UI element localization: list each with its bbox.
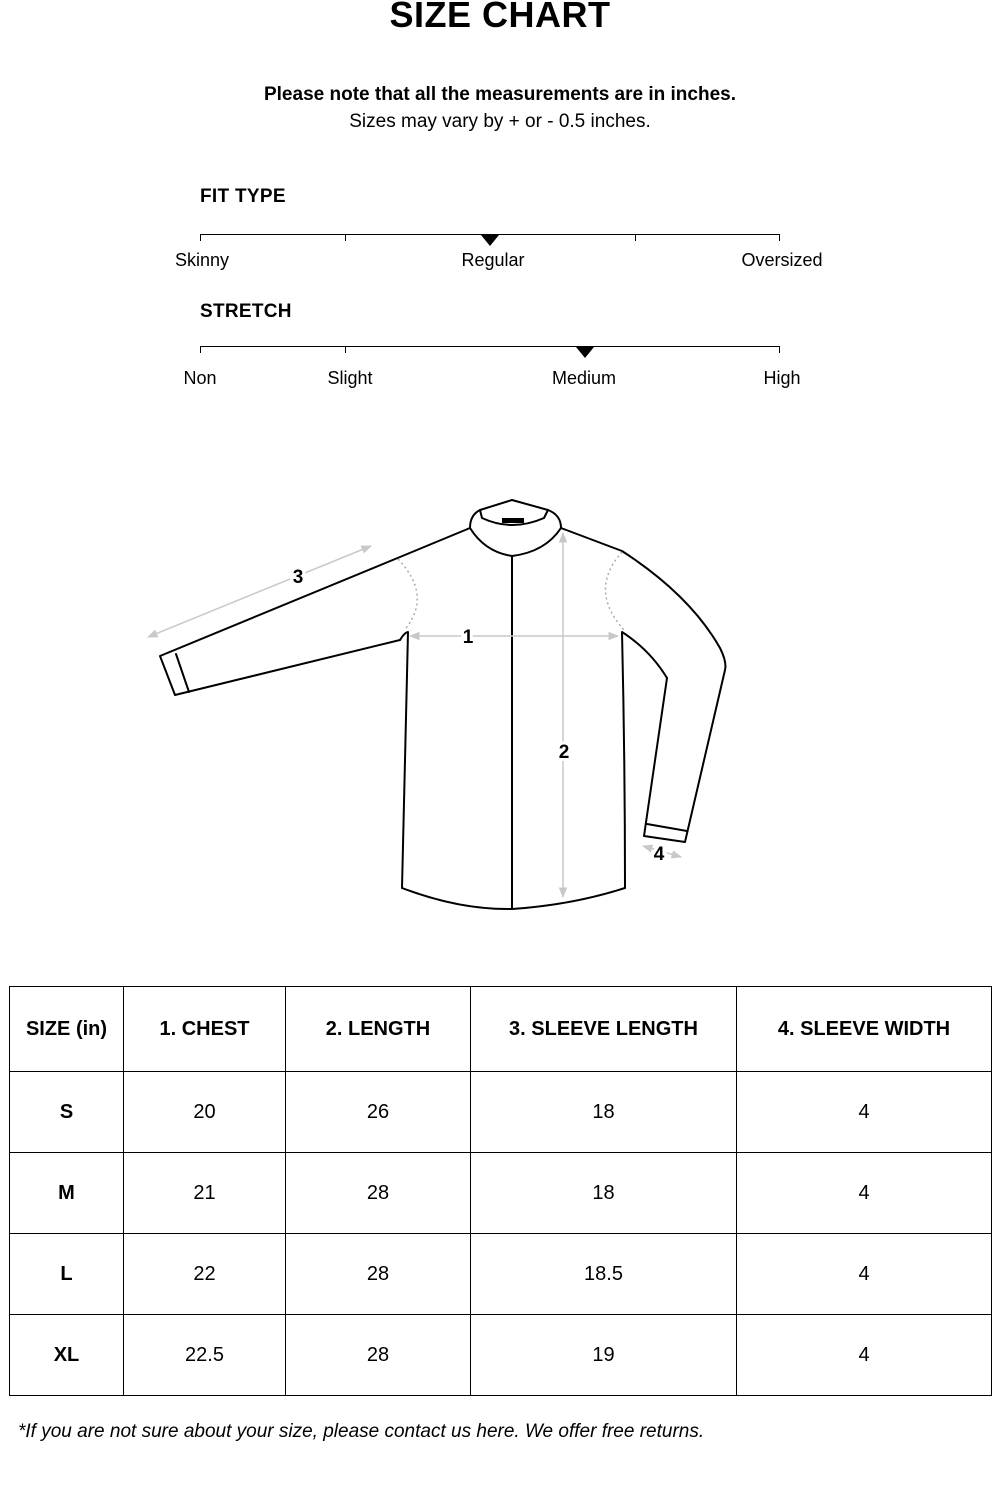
header-length: 2. LENGTH [286,987,471,1072]
fit-type-tick [779,234,780,241]
header-sleeve-length: 3. SLEEVE LENGTH [471,987,737,1072]
fit-type-tick [345,234,346,241]
sleeve-length-cell: 19 [471,1315,737,1396]
body-left-side [400,632,408,888]
stretch-tick [200,346,201,353]
length-cell: 28 [286,1153,471,1234]
stretch-label-non: Non [183,368,217,388]
sleeve-length-cell: 18 [471,1072,737,1153]
table-row [10,1315,992,1396]
table-row [10,1234,992,1315]
left-armhole-curve [398,559,417,628]
stretch-label-high: High [763,368,801,388]
page-title: SIZE CHART [389,0,611,35]
shirt-measurement-diagram [0,440,1000,930]
table-header-row [10,987,992,1072]
header-size: SIZE (in) [10,987,124,1072]
stretch-marker [576,347,594,358]
stretch-label-medium: Medium [551,368,617,388]
body-hem [402,888,625,909]
header-sleeve-width: 4. SLEEVE WIDTH [737,987,992,1072]
sleeve-width-cell: 4 [737,1153,992,1234]
fit-type-label-regular: Regular [461,250,525,270]
collar-outline [470,500,561,556]
variance-note: Sizes may vary by + or - 0.5 inches. [349,111,651,132]
size-cell: S [10,1072,124,1153]
size-table [9,986,992,1396]
left-sleeve-outline [160,528,470,695]
size-cell: M [10,1153,124,1234]
sleeve-length-arrow [148,546,371,637]
length-cell: 26 [286,1072,471,1153]
sleeve-width-cell: 4 [737,1315,992,1396]
table-row [10,1153,992,1234]
fit-type-marker [481,235,499,246]
size-cell: L [10,1234,124,1315]
right-armhole-curve [605,552,624,630]
length-marker-label: 2 [558,742,570,763]
length-cell: 28 [286,1315,471,1396]
sleeve-width-cell: 4 [737,1072,992,1153]
fit-type-label-skinny: Skinny [174,250,230,270]
chest-cell: 22.5 [124,1315,286,1396]
sleeve-length-marker-label: 3 [292,567,304,588]
fit-type-label-oversized: Oversized [741,250,823,270]
stretch-tick [345,346,346,353]
sleeve-length-cell: 18 [471,1153,737,1234]
stretch-title: STRETCH [200,301,292,322]
stretch-scale-line [200,346,780,347]
size-cell: XL [10,1315,124,1396]
sleeve-width-cell: 4 [737,1234,992,1315]
chest-cell: 20 [124,1072,286,1153]
fit-type-title: FIT TYPE [200,186,286,207]
measurement-note: Please note that all the measurements are in inches. [263,84,736,105]
fit-type-tick [200,234,201,241]
fit-type-tick [635,234,636,241]
chest-cell: 21 [124,1153,286,1234]
table-row [10,1072,992,1153]
left-cuff-line [176,654,189,692]
sleeve-width-marker-label: 4 [653,844,665,865]
stretch-tick [779,346,780,353]
collar-button [502,518,524,523]
chest-marker-label: 1 [462,627,474,648]
length-cell: 28 [286,1234,471,1315]
right-cuff-line [647,824,687,831]
chest-cell: 22 [124,1234,286,1315]
header-chest: 1. CHEST [124,987,286,1072]
stretch-label-slight: Slight [327,368,373,388]
sleeve-length-cell: 18.5 [471,1234,737,1315]
footnote: *If you are not sure about your size, please contact us here. We offer free returns. [18,1421,705,1442]
right-sleeve-outline [558,528,725,842]
